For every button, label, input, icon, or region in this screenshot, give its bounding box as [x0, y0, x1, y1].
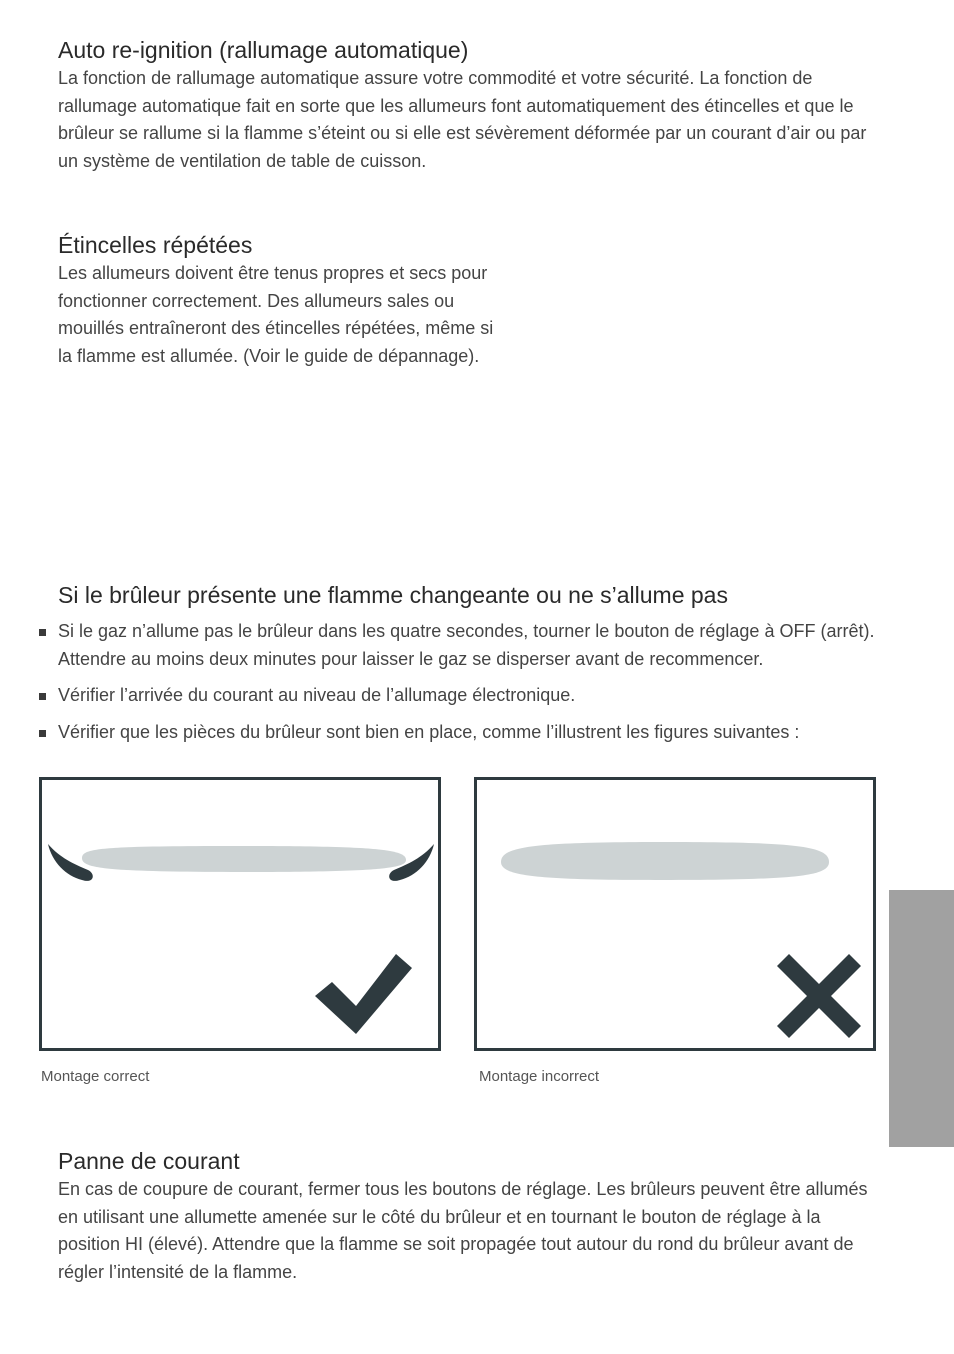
burner-cap-shape [501, 842, 829, 880]
sparks-heading: Étincelles répétées [58, 232, 253, 258]
list-item-text: Vérifier que les pièces du brûleur sont bien en place, comme l’illustrent les figures suivantes : [58, 721, 800, 742]
list-item [58, 719, 888, 747]
side-tab-marker [889, 890, 954, 1147]
reignition-heading: Auto re-ignition (rallumage automatique) [58, 37, 469, 63]
reignition-section [58, 35, 878, 175]
incorrect-figure-caption: Montage incorrect [479, 1068, 600, 1085]
incorrect-assembly-figure [474, 777, 876, 1051]
checkmark-icon [312, 950, 412, 1040]
list-item-text: Vérifier l’arrivée du courant au niveau de l’allumage électronique. [58, 685, 576, 705]
bullet-square-icon [39, 629, 46, 636]
power-heading: Panne de courant [58, 1148, 240, 1174]
bullet-square-icon [39, 730, 46, 737]
sparks-text: Les allumeurs doivent être tenus propres et secs pour fonctionner correctement. Des allumeurs sales ou mouillés entraîneront des étincelles répétées, même si la flamme est allumée. (Voir le guide de dépannage). [58, 263, 494, 366]
list-item-text: Si le gaz n’allume pas le brûleur dans les quatre secondes, tourner le bouton de réglage à OFF (arrêt). Attendre au moins deux minutes pour laisser le gaz se disperser avant de recommencer. [58, 621, 875, 669]
list-item [58, 682, 888, 710]
burner-cap-shape [82, 846, 406, 872]
cross-icon [777, 954, 861, 1038]
list-item [58, 618, 888, 673]
sparks-section [58, 230, 503, 370]
flame-heading: Si le brûleur présente une flamme changeante ou ne s’allume pas [58, 582, 728, 608]
correct-figure-caption: Montage correct [41, 1068, 150, 1085]
flame-section [58, 580, 888, 755]
bullet-square-icon [39, 693, 46, 700]
reignition-text: La fonction de rallumage automatique assure votre commodité et votre sécurité. La fonction de rallumage automatique fait en sorte que les allumeurs font automatiquement des étincelles et que le brûleur se rallume si la flamme s’éteint ou si elle est sévèrement déformée par un courant d’air ou par un système de ventilation de table de cuisson. [58, 68, 867, 171]
flame-bullet-list [58, 618, 888, 746]
power-text: En cas de coupure de courant, fermer tous les boutons de réglage. Les brûleurs peuvent être allumés en utilisant une allumette amenée sur le côté du brûleur et en tournant le bouton de réglage à la position HI (élevé). Attendre que la flamme se soit propagée tout autour du rond du brûleur avant de régler l’intensité de la flamme. [58, 1179, 868, 1282]
correct-assembly-figure [39, 777, 441, 1051]
power-section [58, 1146, 878, 1286]
